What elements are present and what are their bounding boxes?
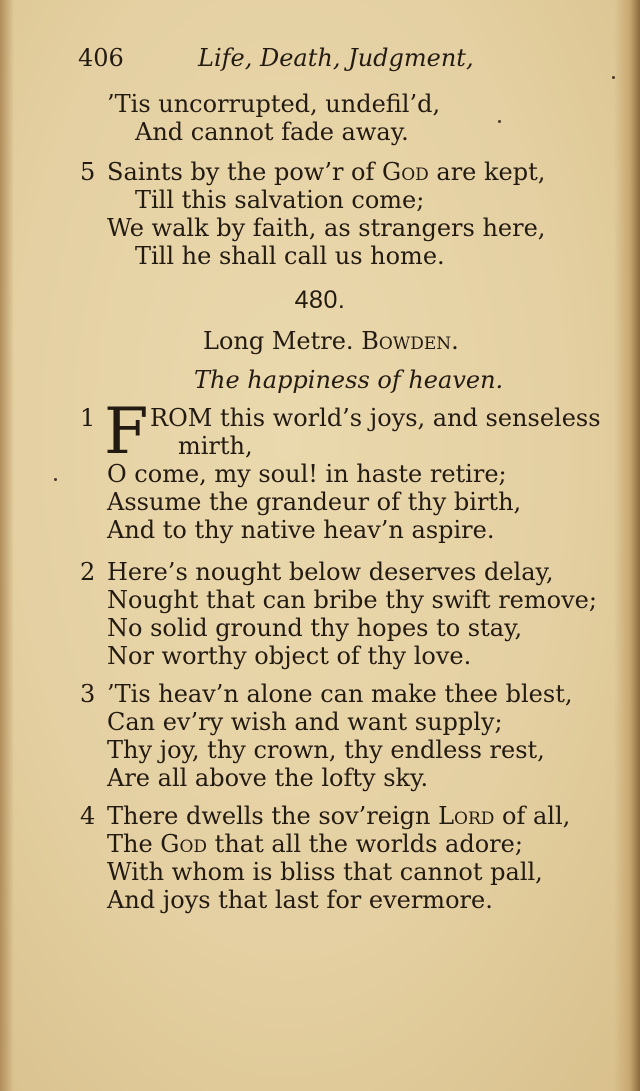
stanza-line-text: of all, (494, 802, 571, 830)
tune-name: Bowden. (361, 327, 459, 355)
verse-number: 5 (80, 158, 96, 186)
stanza-number: 1 (80, 404, 96, 432)
page-number: 406 (78, 44, 124, 72)
drop-cap: F (104, 395, 149, 469)
stanza-number: 2 (80, 558, 96, 586)
stanza-line: And to thy native heav’n aspire. (107, 516, 495, 544)
stanza-line: ROM this world’s joys, and senseless (150, 404, 601, 432)
verse-line-text: are kept, (428, 158, 546, 186)
page-edge-right (614, 0, 640, 1091)
stanza-line: mirth, (178, 432, 253, 460)
stanza-line: Assume the grandeur of thy birth, (107, 488, 522, 516)
meter-line (203, 327, 459, 355)
stanza-line: With whom is bliss that cannot pall, (107, 858, 543, 886)
hymn-number: 480. (294, 286, 346, 314)
stanza-line: Thy joy, thy crown, thy endless rest, (107, 736, 545, 764)
verse-line-text: Saints by the pow’r of (107, 158, 383, 186)
stanza-line: Nor worthy object of thy love. (107, 642, 472, 670)
stanza-line: Are all above the lofty sky. (107, 764, 429, 792)
small-caps-word: God (382, 158, 429, 186)
stanza-line-text: that all the worlds adore; (207, 830, 523, 858)
stanza-line: No solid ground thy hopes to stay, (107, 614, 523, 642)
stanza-line-text: The (107, 830, 161, 858)
continuation-line: And cannot fade away. (135, 118, 409, 146)
stanza-line (107, 830, 523, 858)
meter: Long Metre. (203, 327, 354, 355)
stanza-number: 3 (80, 680, 96, 708)
small-caps-word: God (160, 830, 208, 858)
verse-line (107, 158, 545, 186)
stanza-line: Here’s nought below deserves delay, (107, 558, 554, 586)
small-caps-word: Lord (438, 802, 495, 830)
paper-speck (54, 478, 57, 481)
verse-line: Till he shall call us home. (135, 242, 445, 270)
page-edge-left (0, 0, 14, 1091)
stanza-line (107, 802, 570, 830)
paper-speck (498, 120, 501, 123)
paper-speck (612, 76, 615, 79)
running-title: Life, Death, Judgment, (198, 44, 474, 72)
verse-line: We walk by faith, as strangers here, (107, 214, 546, 242)
stanza-line-text: There dwells the sov’reign (107, 802, 439, 830)
continuation-line: ’Tis uncorrupted, undefil’d, (107, 90, 441, 118)
stanza-line: Can ev’ry wish and want supply; (107, 708, 503, 736)
verse-line: Till this salvation come; (135, 186, 425, 214)
stanza-line: O come, my soul! in haste retire; (107, 460, 507, 488)
stanza-line: And joys that last for evermore. (107, 886, 493, 914)
stanza-line: Nought that can bribe thy swift remove; (107, 586, 597, 614)
hymn-subtitle: The happiness of heaven. (194, 366, 504, 394)
stanza-line: ’Tis heav’n alone can make thee blest, (107, 680, 573, 708)
stanza-number: 4 (80, 802, 96, 830)
